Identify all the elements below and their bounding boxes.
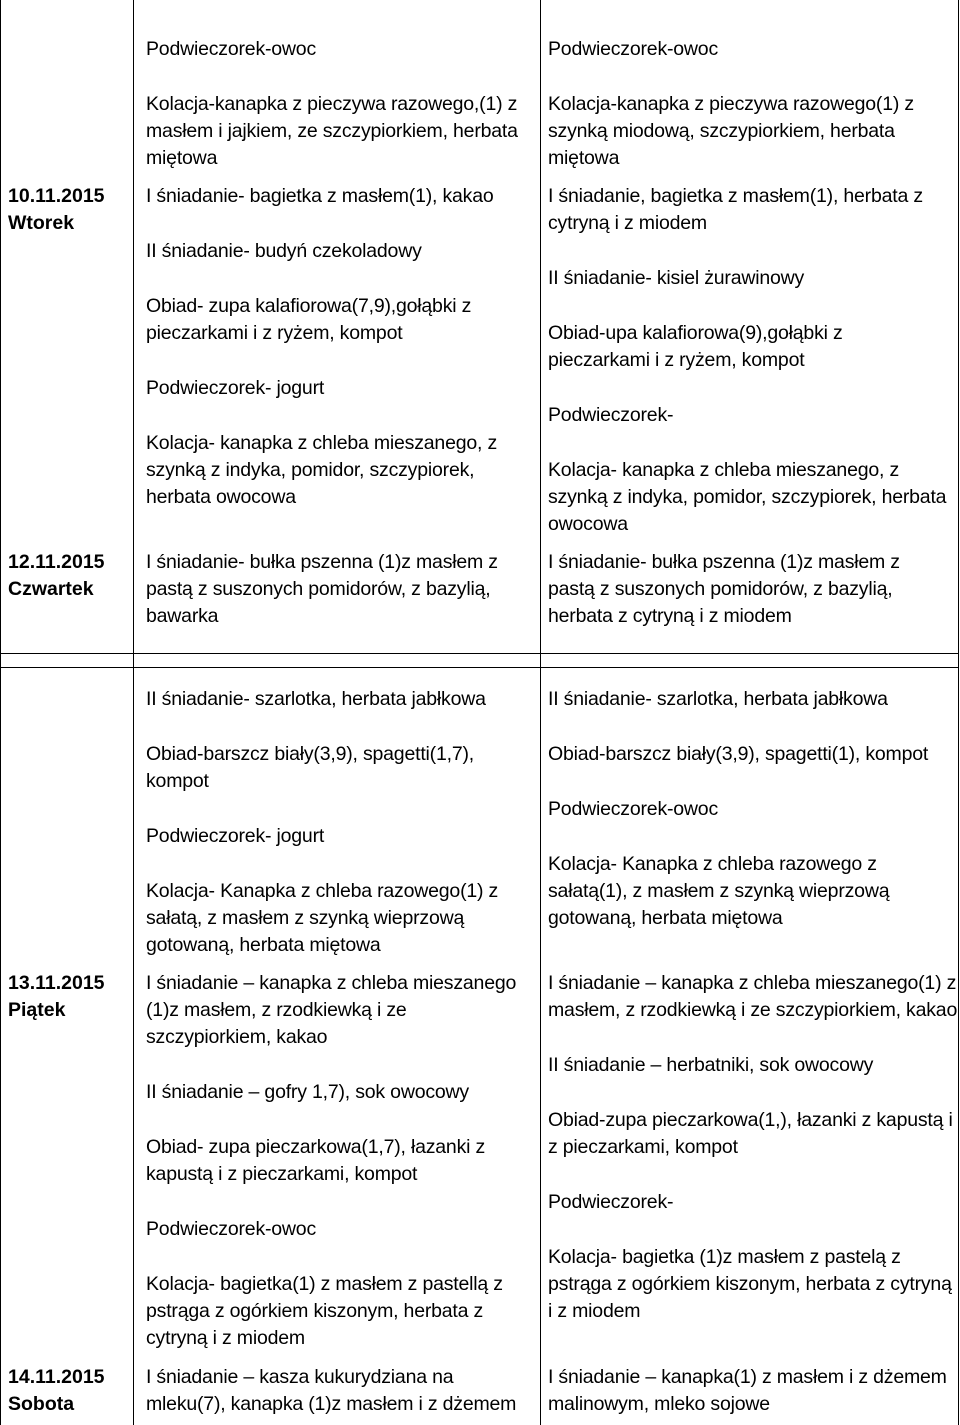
menu-a-cell-wtorek bbox=[146, 183, 531, 511]
day-label-piatek bbox=[8, 970, 105, 1024]
menu-a-item: Kolacja- Kanapka z chleba razowego(1) z sałatą, z masłem z szynką wieprzową gotowaną, herbata miętowa bbox=[146, 880, 499, 956]
menu-a-item: II śniadanie- szarlotka, herbata jabłkowa bbox=[146, 688, 486, 710]
menu-b-item: II śniadanie – herbatniki, sok owocowy bbox=[548, 1054, 874, 1076]
menu-a-item: I śniadanie – kasza kukurydziana na mleku(7), kanapka (1)z masłem i z dżemem bbox=[146, 1366, 517, 1415]
menu-b-cell-continued bbox=[548, 36, 948, 172]
menu-a-item: Podwieczorek- jogurt bbox=[146, 377, 325, 399]
menu-a-item: II śniadanie – gofry 1,7), sok owocowy bbox=[146, 1081, 469, 1103]
page-break-line-top bbox=[0, 653, 959, 654]
menu-b-item: Kolacja- bagietka (1)z masłem z pastelą z pstrąga z ogórkiem kiszonym, herbata z cytryną i z miodem bbox=[548, 1246, 952, 1322]
menu-b-cell-wtorek bbox=[548, 183, 948, 538]
menu-b-cell-czwartek bbox=[548, 549, 948, 630]
menu-a-cell-sobota bbox=[146, 1364, 531, 1418]
menu-b-item: II śniadanie- kisiel żurawinowy bbox=[548, 267, 805, 289]
weekday-text: Sobota bbox=[8, 1393, 75, 1415]
date-text: 12.11.2015 bbox=[8, 551, 105, 573]
menu-b-item: Podwieczorek-owoc bbox=[548, 38, 719, 60]
menu-b-item: I śniadanie, bagietka z masłem(1), herbata z cytryną i z miodem bbox=[548, 185, 923, 234]
menu-b-item: I śniadanie – kanapka(1) z masłem i z dżemem malinowym, mleko sojowe bbox=[548, 1366, 947, 1415]
menu-b-cell-piatek bbox=[548, 970, 958, 1325]
weekday-text: Czwartek bbox=[8, 578, 94, 600]
date-text: 13.11.2015 bbox=[8, 972, 105, 994]
column-divider-2 bbox=[540, 0, 541, 1425]
menu-b-item: Kolacja- Kanapka z chleba razowego z sałatą(1), z masłem z szynką wieprzową gotowaną, herbata miętowa bbox=[548, 853, 890, 929]
menu-a-item: Kolacja-kanapka z pieczywa razowego,(1) z masłem i jajkiem, ze szczypiorkiem, herbata miętowa bbox=[146, 93, 518, 169]
menu-b-item: Obiad-zupa pieczarkowa(1,), łazanki z kapustą i z pieczarkami, kompot bbox=[548, 1109, 953, 1158]
menu-a-item: Podwieczorek-owoc bbox=[146, 1218, 317, 1240]
menu-a-item: Kolacja- bagietka(1) z masłem z pastellą z pstrąga z ogórkiem kiszonym, herbata z cytryną i z miodem bbox=[146, 1273, 503, 1349]
menu-b-item: Podwieczorek- bbox=[548, 404, 674, 426]
menu-a-item: I śniadanie- bułka pszenna (1)z masłem z pastą z suszonych pomidorów, z bazylią, bawarka bbox=[146, 551, 498, 627]
menu-a-cell-czwartek bbox=[146, 549, 531, 630]
menu-b-item: I śniadanie- bułka pszenna (1)z masłem z pastą z suszonych pomidorów, z bazylią, herbata z cytryną i z miodem bbox=[548, 551, 900, 627]
menu-a-item: II śniadanie- budyń czekoladowy bbox=[146, 240, 422, 262]
menu-b-item: Kolacja-kanapka z pieczywa razowego(1) z szynką miodową, szczypiorkiem, herbata miętowa bbox=[548, 93, 914, 169]
day-label-czwartek bbox=[8, 549, 105, 603]
date-text: 10.11.2015 bbox=[8, 185, 105, 207]
day-label-sobota bbox=[8, 1364, 105, 1418]
menu-b-item: Kolacja- kanapka z chleba mieszanego, z szynką z indyka, pomidor, szczypiorek, herbata owocowa bbox=[548, 459, 947, 535]
menu-b-item: II śniadanie- szarlotka, herbata jabłkowa bbox=[548, 688, 888, 710]
menu-a-item: Podwieczorek-owoc bbox=[146, 38, 317, 60]
menu-a-cell-continued bbox=[146, 36, 531, 172]
date-text: 14.11.2015 bbox=[8, 1366, 105, 1388]
menu-a-item: Obiad- zupa kalafiorowa(7,9),gołąbki z pieczarkami i z ryżem, kompot bbox=[146, 295, 472, 344]
weekday-text: Piątek bbox=[8, 999, 66, 1021]
table-border-right bbox=[958, 0, 959, 1425]
menu-b-item: Podwieczorek- bbox=[548, 1191, 674, 1213]
menu-a-item: Podwieczorek- jogurt bbox=[146, 825, 325, 847]
menu-a-item: Obiad-barszcz biały(3,9), spagetti(1,7), kompot bbox=[146, 743, 474, 792]
menu-a-item: Obiad- zupa pieczarkowa(1,7), łazanki z kapustą i z pieczarkami, kompot bbox=[146, 1136, 486, 1185]
menu-a-cell-continued-2 bbox=[146, 686, 531, 959]
menu-a-cell-piatek bbox=[146, 970, 531, 1352]
menu-b-item: Podwieczorek-owoc bbox=[548, 798, 719, 820]
column-divider-1 bbox=[133, 0, 134, 1425]
day-label-wtorek bbox=[8, 183, 105, 237]
menu-b-cell-continued-2 bbox=[548, 686, 948, 932]
menu-b-item: I śniadanie – kanapka z chleba mieszanego(1) z masłem, z rzodkiewką i ze szczypiorkiem, kakao bbox=[548, 972, 958, 1021]
menu-b-item: Obiad-upa kalafiorowa(9),gołąbki z pieczarkami i z ryżem, kompot bbox=[548, 322, 843, 371]
menu-a-item: Kolacja- kanapka z chleba mieszanego, z szynką z indyka, pomidor, szczypiorek, herbata owocowa bbox=[146, 432, 497, 508]
weekday-text: Wtorek bbox=[8, 212, 75, 234]
page-break-line-bottom bbox=[0, 667, 959, 668]
menu-b-item: Obiad-barszcz biały(3,9), spagetti(1), kompot bbox=[548, 743, 929, 765]
menu-a-item: I śniadanie – kanapka z chleba mieszanego (1)z masłem, z rzodkiewką i ze szczypiorkiem, kakao bbox=[146, 972, 517, 1048]
menu-a-item: I śniadanie- bagietka z masłem(1), kakao bbox=[146, 185, 494, 207]
menu-b-cell-sobota bbox=[548, 1364, 948, 1418]
table-border-left bbox=[0, 0, 1, 1425]
